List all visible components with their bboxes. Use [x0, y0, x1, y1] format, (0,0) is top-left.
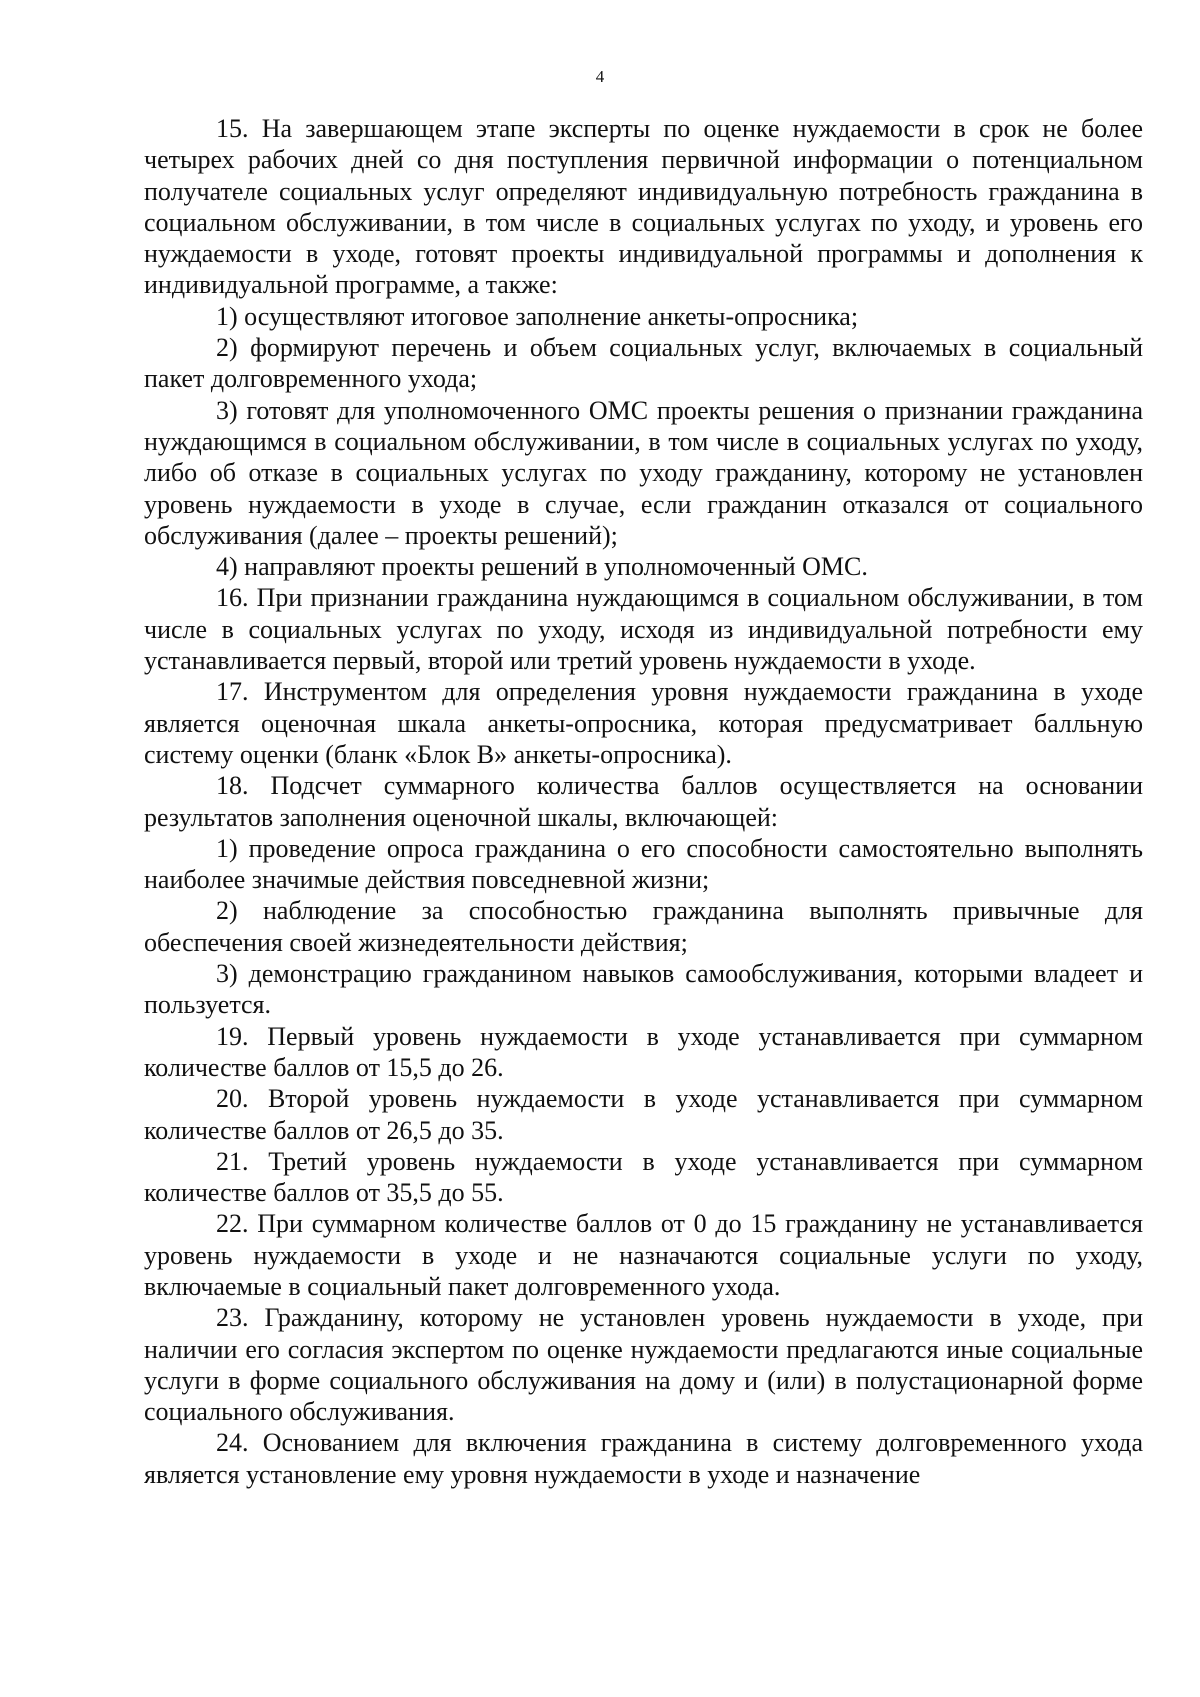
paragraph-15-item-2: 2) формируют перечень и объем социальных услуг, включаемых в социальный пакет долговременного ухода; [144, 333, 1143, 394]
paragraph-16: 16. При признании гражданина нуждающимся в социальном обслуживании, в том числе в социальных услугах по уходу, исходя из индивидуальной потребности ему устанавливается первый, второй или третий уровень нуждаемости в уходе. [144, 583, 1143, 676]
paragraph-22: 22. При суммарном количестве баллов от 0 до 15 гражданину не устанавливается уровень нуждаемости в уходе и не назначаются социальные услуги по уходу, включаемые в социальный пакет долговременного ухода. [144, 1209, 1143, 1301]
paragraph-18-item-3: 3) демонстрацию гражданином навыков самообслуживания, которыми владеет и пользуется. [144, 959, 1143, 1020]
paragraph-15-item-4: 4) направляют проекты решений в уполномоченный ОМС. [216, 552, 868, 582]
paragraph-21: 21. Третий уровень нуждаемости в уходе устанавливается при суммарном количестве баллов от 35,5 до 55. [144, 1146, 1143, 1208]
paragraph-18-item-2: 2) наблюдение за способностью гражданина выполнять привычные для обеспечения своей жизнедеятельности действия; [144, 896, 1143, 957]
paragraph-18-item-1: 1) проведение опроса гражданина о его способности самостоятельно выполнять наиболее значимые действия повседневной жизни; [144, 833, 1143, 895]
paragraph-19: 19. Первый уровень нуждаемости в уходе устанавливается при суммарном количестве баллов от 15,5 до 26. [144, 1021, 1143, 1082]
page-number: 4 [595, 67, 605, 86]
document-body [144, 113, 1143, 1490]
paragraph-18: 18. Подсчет суммарного количества баллов осуществляется на основании результатов заполнения оценочной шкалы, включающей: [144, 771, 1143, 832]
paragraph-23: 23. Гражданину, которому не установлен уровень нуждаемости в уходе, при наличии его согласия экспертом по оценке нуждаемости предлагаются иные социальные услуги в форме социального обслуживания на дому и (или) в полустационарной форме социального обслуживания. [144, 1303, 1143, 1427]
paragraph-15-item-3: 3) готовят для уполномоченного ОМС проекты решения о признании гражданина нуждающимся в социальном обслуживании, в том числе в социальных услугах по уходу, либо об отказе в социальных услугах по уходу гражданину, которому не установлен уровень нуждаемости в уходе в случае, если гражданин отказался от социального обслуживания (далее – проекты решений); [144, 395, 1143, 550]
paragraph-24: 24. Основанием для включения гражданина в систему долговременного ухода является установление ему уровня нуждаемости в уходе и назначение [144, 1428, 1143, 1489]
paragraph-15-item-1: 1) осуществляют итоговое заполнение анкеты-опросника; [216, 301, 859, 331]
paragraph-15: 15. На завершающем этапе эксперты по оценке нуждаемости в срок не более четырех рабочих дней со дня поступления первичной информации о потенциальном получателе социальных услуг определяют индивидуальную потребность гражданина в социальном обслуживании, в том числе в социальных услугах по уходу, и уровень его нуждаемости в уходе, готовят проекты индивидуальной программы и дополнения к индивидуальной программе, а также: [144, 114, 1143, 300]
paragraph-17: 17. Инструментом для определения уровня нуждаемости гражданина в уходе является оценочная шкала анкеты-опросника, которая предусматривает балльную систему оценки (бланк «Блок В» анкеты-опросника). [144, 677, 1143, 769]
paragraph-20: 20. Второй уровень нуждаемости в уходе устанавливается при суммарном количестве баллов от 26,5 до 35. [144, 1084, 1143, 1145]
